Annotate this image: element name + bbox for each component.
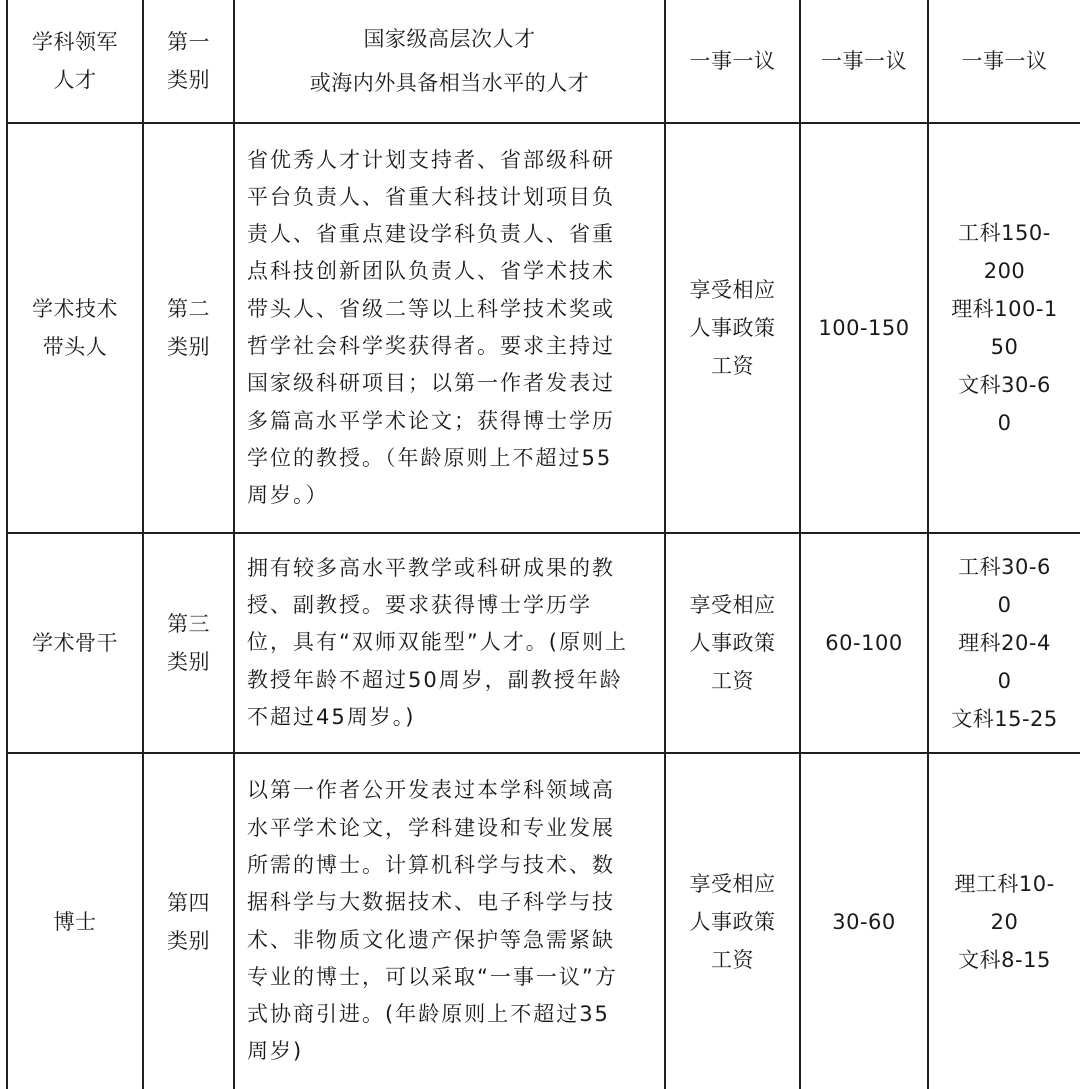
salary-cell: 享受相应 人事政策 工资 (665, 753, 800, 1089)
table-row (7, 753, 1080, 1089)
housing-cell: 一事一议 (800, 0, 928, 123)
description-cell: 以第一作者公开发表过本学科领域高 水平学术论文，学科建设和专业发展 所需的博士。计算机科学与技术、数 据科学与大数据技术、电子科学与技 术、非物质文化遗产保护等急需紧缺 专业的博士，可以采取“一事一议”方 式协商引进。(年龄原则上不超过35 周岁) (234, 753, 665, 1089)
funding-cell: 理工科10- 20 文科8-15 (928, 753, 1080, 1089)
housing-cell: 30-60 (800, 753, 928, 1089)
table-row (7, 0, 1080, 123)
table-row (7, 533, 1080, 753)
description-cell: 拥有较多高水平教学或科研成果的教 授、副教授。要求获得博士学历学 位，具有“双师双能型”人才。(原则上 教授年龄不超过50周岁，副教授年龄 不超过45周岁。) (234, 533, 665, 753)
description-cell: 省优秀人才计划支持者、省部级科研 平台负责人、省重大科技计划项目负 责人、省重点建设学科负责人、省重 点科技创新团队负责人、省学术技术 带头人、省级二等以上科学技术奖或 哲学社会科学奖获得者。要求主持过 国家级科研项目；以第一作者发表过 多篇高水平学术论文；获得博士学历 学位的教授。（年龄原则上不超过55 周岁。） (234, 123, 665, 533)
category-cell: 第四 类别 (143, 753, 234, 1089)
salary-cell: 一事一议 (665, 0, 800, 123)
talent-policy-table (6, 0, 1080, 1089)
talent-type-cell: 学科领军 人才 (7, 0, 143, 123)
funding-cell: 工科150- 200 理科100-1 50 文科30-6 0 (928, 123, 1080, 533)
table-row (7, 123, 1080, 533)
description-cell: 国家级高层次人才 或海内外具备相当水平的人才 (234, 0, 665, 123)
talent-type-cell: 学术技术 带头人 (7, 123, 143, 533)
salary-cell: 享受相应 人事政策 工资 (665, 533, 800, 753)
talent-type-cell: 学术骨干 (7, 533, 143, 753)
housing-cell: 100-150 (800, 123, 928, 533)
category-cell: 第三 类别 (143, 533, 234, 753)
talent-type-cell: 博士 (7, 753, 143, 1089)
salary-cell: 享受相应 人事政策 工资 (665, 123, 800, 533)
category-cell: 第一 类别 (143, 0, 234, 123)
funding-cell: 一事一议 (928, 0, 1080, 123)
housing-cell: 60-100 (800, 533, 928, 753)
funding-cell: 工科30-6 0 理科20-4 0 文科15-25 (928, 533, 1080, 753)
category-cell: 第二 类别 (143, 123, 234, 533)
